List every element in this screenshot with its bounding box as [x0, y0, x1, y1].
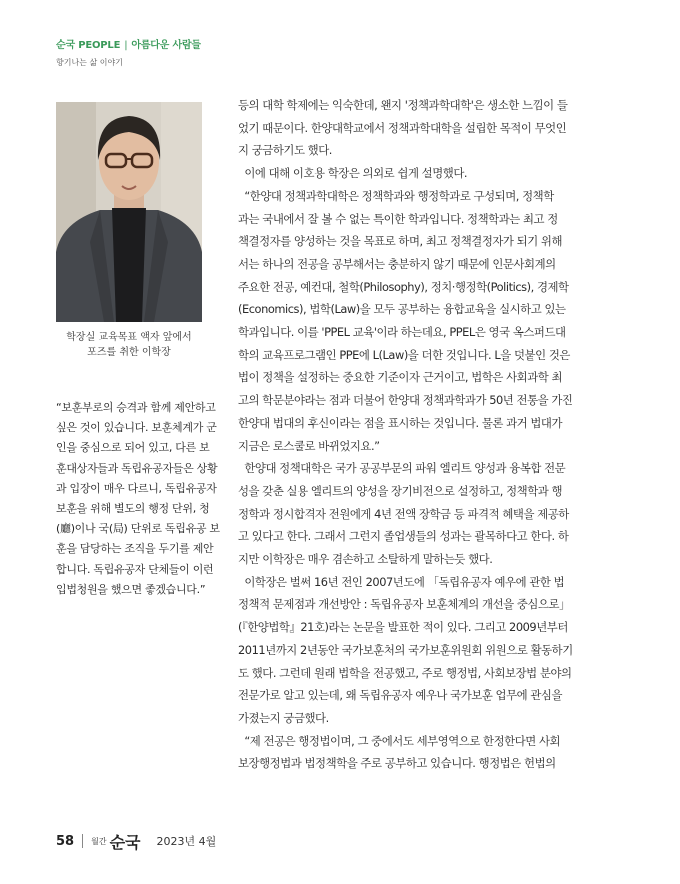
body-line: “제 전공은 행정법이며, 그 중에서도 세부영역으로 한정한다면 사회 [238, 733, 561, 748]
body-line: 고 있다고 한다. 그래서 그런지 졸업생들의 성과는 괄목하다고 한다. 하 [238, 529, 569, 544]
body-line: 이학장은 벌써 16년 전인 2007년도에 「독립유공자 예우에 관한 법 [238, 574, 565, 589]
section-label: 순국 PEOPLE [56, 40, 121, 51]
body-line: 이에 대해 이호용 학장은 의외로 쉽게 설명했다. [238, 166, 468, 181]
section-separator: | [124, 40, 128, 51]
magazine-prefix: 월간 [91, 836, 107, 846]
body-line: 학과입니다. 이를 'PPEL 교육'이라 하는데요, PPEL은 영국 옥스퍼드대 [238, 325, 566, 340]
quote-line: “보훈부로의 승격과 함께 제안하고 [56, 401, 216, 414]
quote-line: 합니다. 독립유공자 단체들이 이런 [56, 562, 214, 576]
body-line: 보장행정법과 법정책학을 주로 공부하고 있습니다. 행정법은 헌법의 [238, 756, 556, 771]
body-line: 한양대 법대의 후신이라는 점을 표시하는 것입니다. 물론 과거 법대가 [238, 415, 563, 430]
quote-line: 훈대상자들과 독립유공자들은 상황 [56, 461, 218, 475]
body-line: 성을 갖춘 실용 엘리트의 양성을 장기비전으로 설정하고, 정책학과 행 [238, 483, 563, 498]
article-body [238, 94, 594, 775]
section-heading [56, 36, 201, 51]
body-line: 지 궁금하기도 했다. [238, 143, 332, 158]
quote-line: 인을 중심으로 되어 있고, 다른 보 [56, 441, 210, 455]
pull-quote [56, 398, 220, 600]
body-line: (Economics), 법학(Law)을 모두 공부하는 융합교육을 실시하고 있는 [238, 302, 566, 317]
page-header [56, 36, 201, 68]
body-line: 정책적 문제점과 개선방안 : 독립유공자 보훈체계의 개선을 중심으로」 [238, 597, 571, 612]
body-line: 전문가로 알고 있는데, 왜 독립유공자 예우나 국가보훈 업무에 관심을 [238, 688, 563, 703]
photo-caption [56, 330, 202, 360]
page-footer [56, 831, 216, 851]
body-line: “한양대 정책과학대학은 정책학과와 행정학과로 구성되며, 정책학 [238, 188, 554, 203]
subsection-label: 아름다운 사람들 [131, 40, 201, 51]
section-tagline: 향기나는 삶 이야기 [56, 58, 123, 67]
quote-line: (廳)이나 국(局) 단위로 독립유공 보 [56, 522, 220, 536]
magazine-name: 순국 [109, 832, 141, 852]
body-line: 주요한 전공, 예컨대, 철학(Philosophy), 정치·행정학(Politics), 경제학 [238, 279, 569, 294]
page-number: 58 [56, 833, 75, 849]
quote-line: 싶은 것이 있습니다. 보훈체계가 군 [56, 421, 217, 435]
footer-divider [82, 834, 83, 848]
body-line: 지만 이학장은 매우 겸손하고 소탈하게 말하는듯 했다. [238, 552, 493, 567]
body-line: 2011년까지 2년동안 국가보훈처의 국가보훈위원회 위원으로 활동하기 [238, 642, 573, 657]
quote-line: 훈을 담당하는 조직을 두기를 제안 [56, 542, 214, 556]
body-line: 등의 대학 학제에는 익숙한데, 왠지 '정책과학대학'은 생소한 느낌이 들 [238, 98, 568, 112]
body-line: 한양대 정책대학은 국가 공공부문의 파워 엘리트 양성과 융복합 전문 [238, 461, 566, 476]
issue-date: 2023년 4월 [156, 835, 217, 848]
body-line: (『한양법학』21호)라는 논문을 발표한 적이 있다. 그리고 2009년부터 [238, 620, 568, 635]
body-line: 과는 국내에서 잘 볼 수 없는 특이한 학과입니다. 정책학과는 최고 정 [238, 211, 558, 226]
quote-line: 과 입장이 매우 다르니, 독립유공자 [56, 481, 217, 495]
quote-line: 입법청원을 했으면 좋겠습니다.” [56, 582, 206, 596]
body-line: 도 했다. 그런데 원래 법학을 전공했고, 주로 행정법, 사회보장법 분야의 [238, 665, 572, 680]
body-line: 법이 정책을 설정하는 중요한 기준이자 근거이고, 법학은 사회과학 최 [238, 370, 563, 385]
portrait-photo [56, 102, 202, 322]
caption-line: 포즈를 취한 이학장 [87, 347, 171, 358]
body-line: 었기 때문이다. 한양대학교에서 정책과학대학을 설립한 목적이 무엇인 [238, 120, 567, 135]
body-line: 지금은 로스쿨로 바뀌었지요.” [238, 438, 380, 453]
body-line: 가졌는지 궁금했다. [238, 710, 329, 725]
body-line: 학의 교육프로그램인 PPE에 L(Law)을 더한 것입니다. L을 덧붙인 것은 [238, 347, 570, 362]
caption-line: 학장실 교육목표 액자 앞에서 [66, 332, 192, 343]
quote-line: 보훈을 위해 별도의 행정 단위, 청 [56, 502, 210, 516]
body-line: 정학과 정시합격자 전원에게 4년 전액 장학금 등 파격적 혜택을 제공하 [238, 506, 569, 521]
body-line: 책결정자를 양성하는 것을 목표로 하며, 최고 정책결정자가 되기 위해 [238, 234, 563, 249]
body-line: 고의 학문분야라는 점과 더불어 한양대 정책과학과가 50년 전통을 가진 [238, 393, 573, 408]
body-line: 서는 하나의 전공을 공부해서는 충분하지 않기 때문에 인문사회계의 [238, 256, 556, 271]
